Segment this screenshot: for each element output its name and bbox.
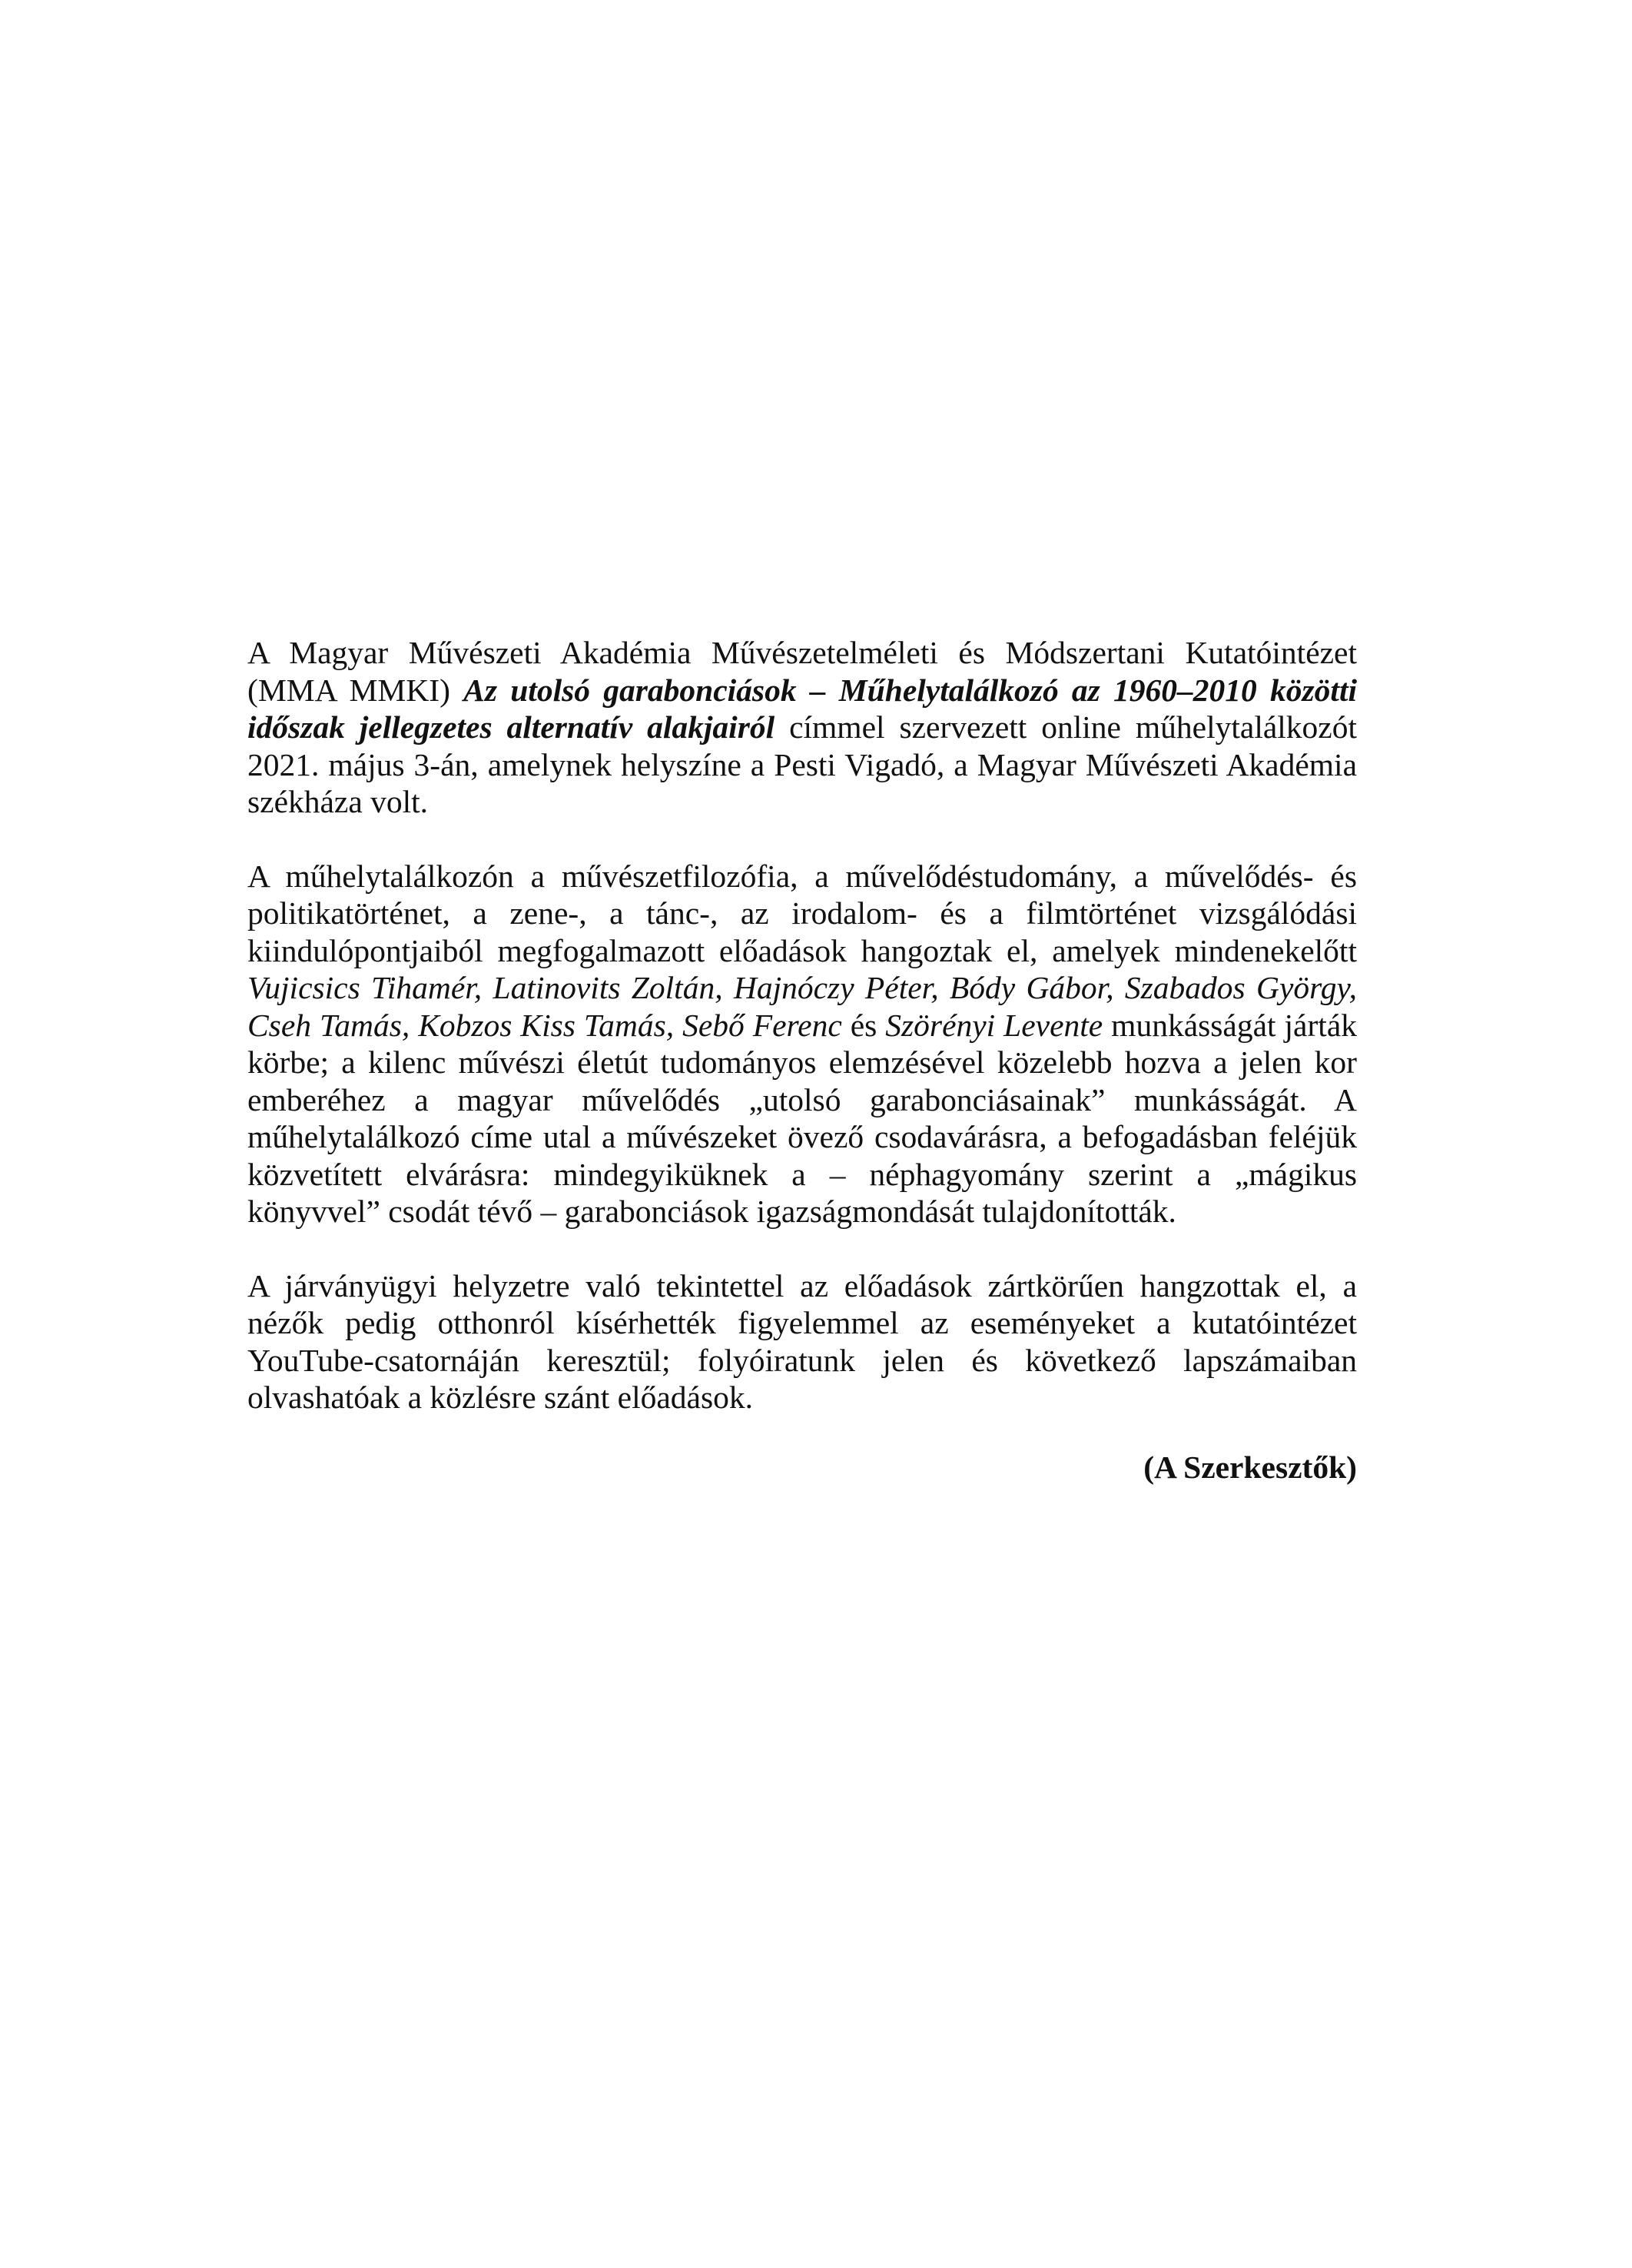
program-text-after-names: munkásságát járták körbe; a kilenc művészi életút tudományos elemzésével közelebb hozva a jelen kor emberéhez a magyar művelődés „utolsó garabonciásainak” munkásságát. A műhelytalálkozó címe utal a művészeket övező csodavárásra, a befogadásban feléjük közvetített elvárásra: mindegyiküknek a – néphagyomány szerint a „mágikus könyvvel” csodát tévő – garabonciások igazságmondását tulajdonították.: [247, 1007, 1357, 1229]
artist-names-list: Vujicsics Tihamér, Latinovits Zoltán, Hajnóczy Péter, Bódy Gábor, Szabados György, Cseh Tamás, Kobzos Kiss Tamás, Sebő Ferenc: [247, 970, 1357, 1043]
broadcast-text: A járványügyi helyzetre való tekintettel az előadások zártkörűen hangzottak el, a nézők pedig otthonról kísérhették figyelemmel az eseményeket a kutatóintézet YouTube-csatornáján keresztül; folyóiratunk jelen és következő lapszámaiban olvashatóak a közlésre szánt előadások.: [247, 1267, 1357, 1415]
document-body: [247, 634, 1357, 1486]
editors-signature: (A Szerkesztők): [1143, 1449, 1357, 1485]
artist-name-last: Szörényi Levente: [885, 1007, 1103, 1043]
intro-text-after-title: címmel szervezett online műhelytalálkozót 2021. május 3-án, amelynek helyszíne a Pesti Vigadó, a Magyar Művészeti Akadémia székháza volt.: [247, 709, 1358, 819]
event-title: Az utolsó garabonciások – Műhelytalálkozó az 1960–2010 közötti időszak jellegzetes alternatív alakjairól: [247, 672, 1358, 745]
intro-text-before-title: A Magyar Művészeti Akadémia Művészetelméleti és Módszertani Kutatóintézet (MMA MMKI): [247, 635, 1357, 708]
program-text-before-names: A műhelytalálkozón a művészetfilozófia, a művelődéstudomány, a művelődés- és politikatörténet, a zene-, a tánc-, az irodalom- és a filmtörténet vizsgálódási kiindulópontjaiból megfogalmazott előadások hangoztak el, amelyek mindenekelőtt: [247, 858, 1357, 968]
paragraph-program: [247, 858, 1357, 1230]
names-conjunction: és: [841, 1007, 886, 1043]
paragraph-intro: [247, 634, 1357, 821]
paragraph-broadcast: [247, 1267, 1357, 1416]
